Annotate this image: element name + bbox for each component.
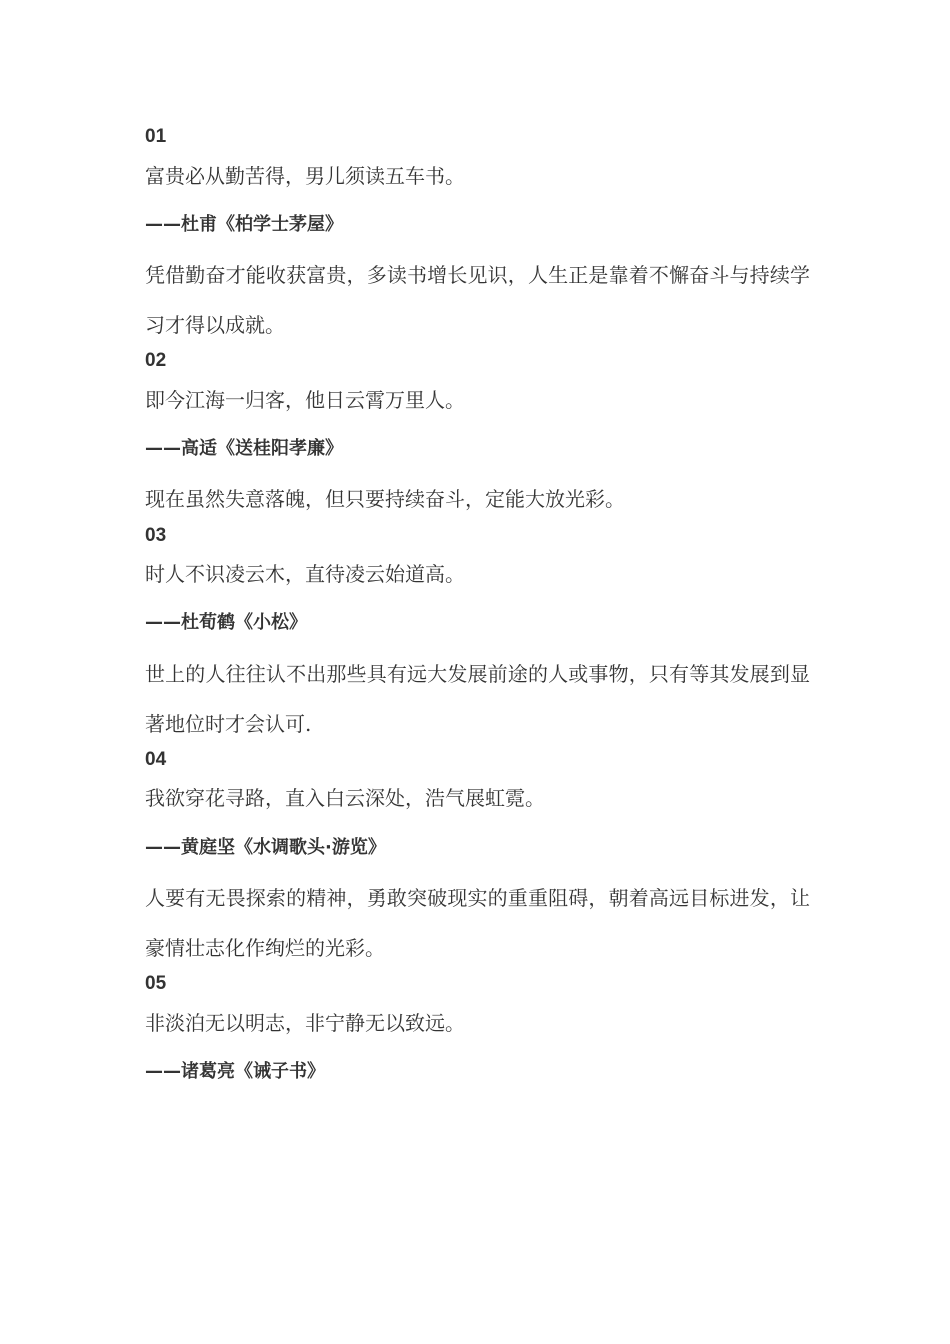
verse: 我欲穿花寻路，直入白云深处，浩气展虹霓。	[145, 786, 545, 810]
verse-source: ——高适《送桂阳孝廉》	[145, 438, 343, 459]
explanation: 现在虽然失意落魄，但只要持续奋斗，定能大放光彩。	[145, 487, 625, 511]
verse: 富贵必从勤苦得，男儿须读五车书。	[145, 164, 465, 188]
entry-number: 03	[145, 525, 167, 546]
verse-source: ——杜荀鹤《小松》	[145, 612, 307, 633]
entry-number: 01	[145, 126, 167, 147]
verse: 时人不识凌云木，直待凌云始道高。	[145, 562, 465, 586]
explanation: 人要有无畏探索的精神，勇敢突破现实的重重阻碍，朝着高远目标进发，让豪情壮志化作绚烂的光彩。	[145, 886, 810, 960]
explanation: 凭借勤奋才能收获富贵，多读书增长见识，人生正是靠着不懈奋斗与持续学习才得以成就。	[145, 263, 810, 337]
entry-number: 04	[145, 749, 167, 770]
verse-source: ——诸葛亮《诫子书》	[145, 1061, 325, 1082]
verse: 非淡泊无以明志，非宁静无以致远。	[145, 1011, 465, 1035]
verse-source: ——黄庭坚《水调歌头·游览》	[145, 837, 386, 858]
entry-number: 02	[145, 350, 167, 371]
explanation: 世上的人往往认不出那些具有远大发展前途的人或事物，只有等其发展到显著地位时才会认可.	[145, 662, 810, 736]
verse-source: ——杜甫《柏学士茅屋》	[145, 214, 343, 235]
entry-number: 05	[145, 973, 167, 994]
verse: 即今江海一归客，他日云霄万里人。	[145, 388, 465, 412]
